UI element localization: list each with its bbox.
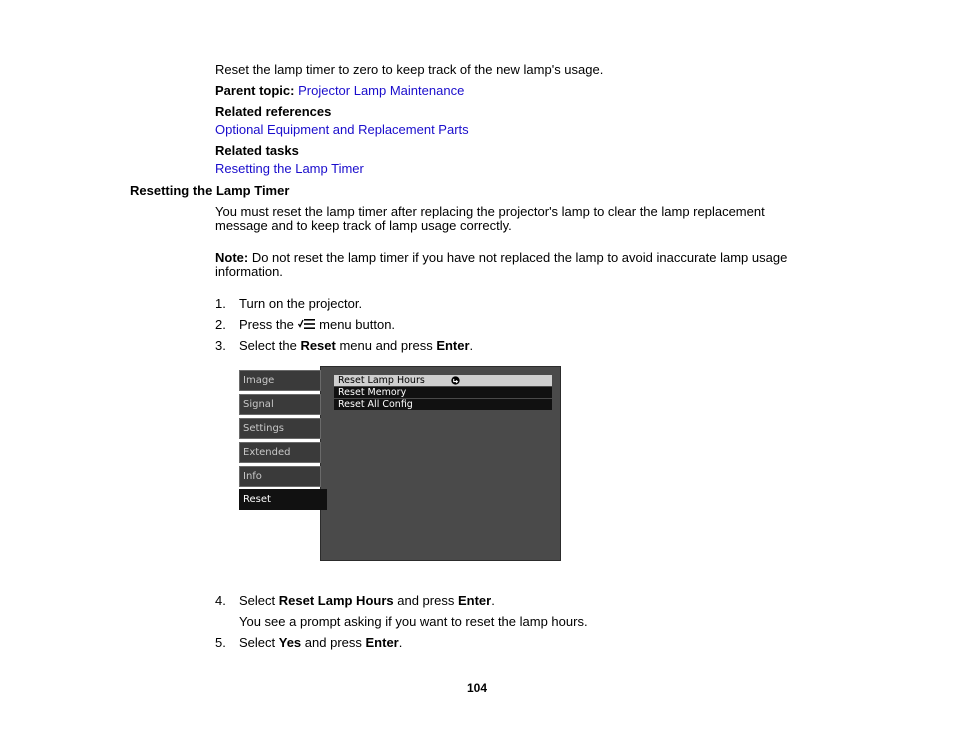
option-reset-all-config[interactable]: Reset All Config	[334, 399, 552, 410]
step-5-text	[239, 635, 402, 650]
step-1-number: 1.	[215, 296, 226, 311]
step-4-pre: Select	[239, 593, 279, 608]
step-4-number: 4.	[215, 593, 226, 608]
step-3-pre: Select the	[239, 338, 301, 353]
step-2-text	[239, 317, 395, 332]
step-5-pre: Select	[239, 635, 279, 650]
section-body: You must reset the lamp timer after replacing the projector's lamp to clear the lamp replacement message and to keep track of lamp usage correctly.	[215, 204, 765, 233]
step-5-yes: Yes	[278, 635, 302, 650]
page-number-text: 104	[466, 681, 488, 695]
step-4-mid: and press	[393, 593, 458, 608]
related-references-label: Related references	[215, 104, 332, 119]
menu-tab-settings[interactable]: Settings	[239, 418, 321, 439]
step-3-text	[239, 338, 473, 353]
parent-topic-link[interactable]: Projector Lamp Maintenance	[298, 83, 465, 98]
step-4-subtext: You see a prompt asking if you want to reset the lamp hours.	[239, 614, 588, 629]
step-4-text	[239, 593, 495, 608]
note-label: Note:	[215, 250, 249, 265]
step-3-enter: Enter	[436, 338, 470, 353]
enter-icon	[451, 376, 460, 385]
step-3-reset: Reset	[300, 338, 336, 353]
related-tasks-link[interactable]: Resetting the Lamp Timer	[215, 161, 364, 176]
step-4-enter: Enter	[457, 593, 492, 608]
step-2-number: 2.	[215, 317, 226, 332]
note	[215, 251, 815, 279]
step-4-reset-lamp-hours: Reset Lamp Hours	[278, 593, 394, 608]
related-tasks-heading	[215, 143, 299, 158]
option-reset-lamp-hours-label: Reset Lamp Hours	[338, 375, 425, 386]
option-reset-lamp-hours[interactable]	[334, 375, 552, 386]
step-5-enter: Enter	[365, 635, 399, 650]
menu-tab-signal[interactable]: Signal	[239, 394, 321, 415]
page-number	[0, 681, 954, 696]
step-3-post: .	[469, 338, 474, 353]
related-tasks-label: Related tasks	[215, 143, 299, 158]
section-heading	[130, 183, 289, 198]
step-3-mid: menu and press	[335, 338, 437, 353]
related-references-link[interactable]: Optional Equipment and Replacement Parts	[215, 122, 469, 137]
option-reset-memory[interactable]: Reset Memory	[334, 387, 552, 398]
intro-text: Reset the lamp timer to zero to keep track of the new lamp's usage.	[215, 62, 604, 77]
step-1-text: Turn on the projector.	[239, 296, 363, 311]
step-2-pre: Press the	[239, 317, 298, 332]
parent-topic-label: Parent topic:	[215, 83, 295, 98]
step-3-number: 3.	[215, 338, 226, 353]
step-5-mid: and press	[301, 635, 366, 650]
menu-icon	[298, 318, 316, 330]
step-5-number: 5.	[215, 635, 226, 650]
step-2-post: menu button.	[315, 317, 396, 332]
related-references-heading	[215, 104, 331, 119]
parent-topic	[215, 83, 464, 98]
menu-tab-image[interactable]: Image	[239, 370, 321, 391]
menu-tab-info[interactable]: Info	[239, 466, 321, 487]
note-text: Do not reset the lamp timer if you have not replaced the lamp to avoid inaccurate lamp usage information.	[215, 250, 788, 279]
step-4-post: .	[491, 593, 495, 608]
menu-tab-extended[interactable]: Extended	[239, 442, 321, 463]
menu-tab-reset[interactable]: Reset	[239, 489, 327, 510]
section-heading-text: Resetting the Lamp Timer	[130, 183, 290, 198]
step-5-post: .	[398, 635, 403, 650]
